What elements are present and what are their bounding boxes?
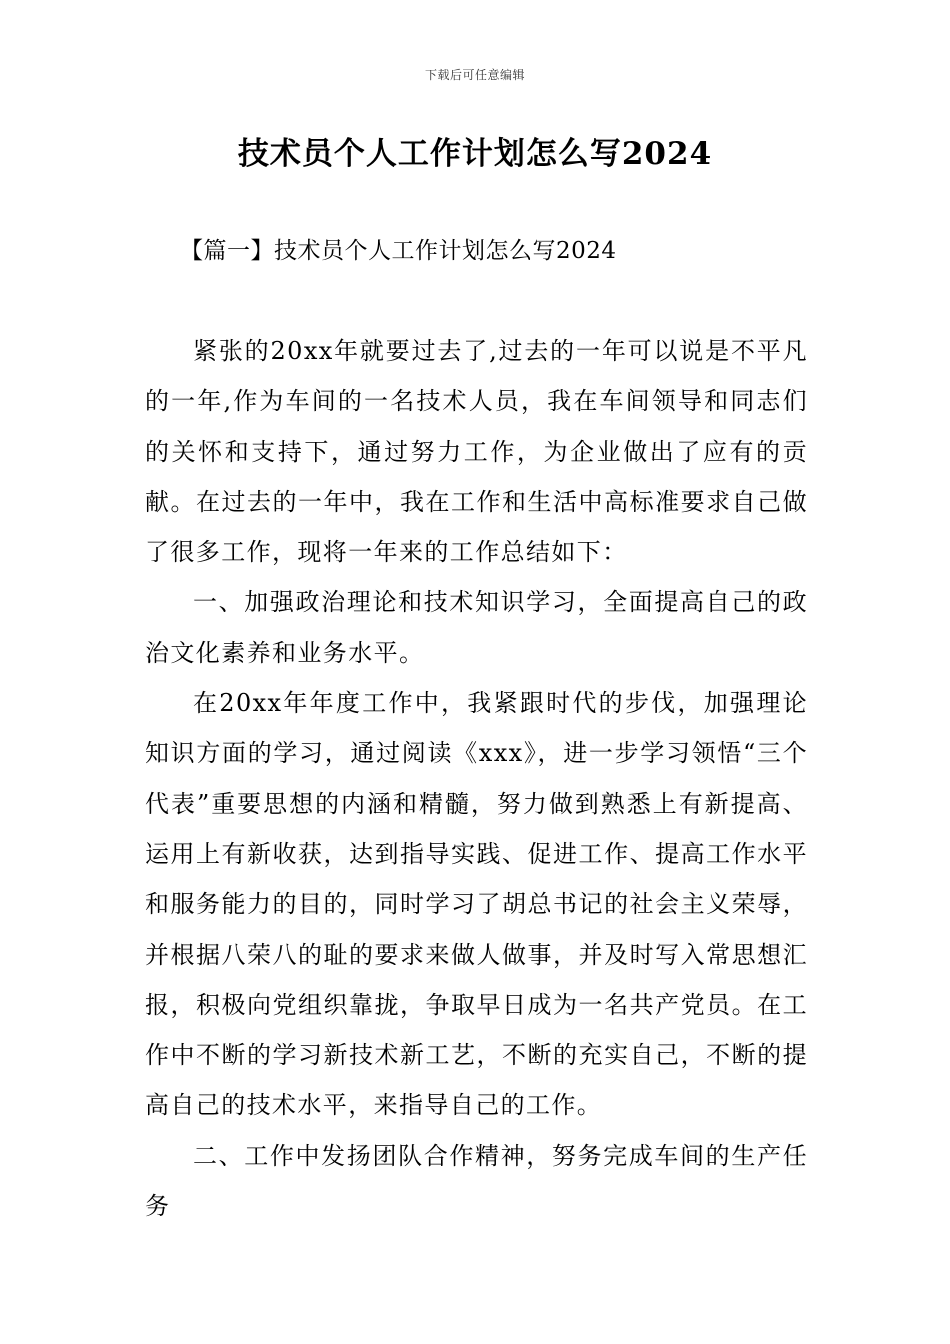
body-text bbox=[145, 326, 808, 1231]
paragraph: 二、工作中发扬团队合作精神，努务完成车间的生产任务 bbox=[145, 1141, 808, 1221]
header-note: 下载后可任意编辑 bbox=[424, 68, 525, 82]
section-heading: 【篇一】技术员个人工作计划怎么写2024 bbox=[180, 238, 617, 264]
paragraph: 一、加强政治理论和技术知识学习，全面提高自己的政治文化素养和业务水平。 bbox=[145, 588, 808, 667]
document-title: 技术员个人工作计划怎么写2024 bbox=[237, 136, 713, 172]
paragraph: 紧张的20xx年就要过去了,过去的一年可以说是不平凡的一年,作为车间的一名技术人员，我在车间领导和同志们的关怀和支持下，通过努力工作，为企业做出了应有的贡献。在过去的一年中，我在工作和生活中高标准要求自己做了很多工作，现将一年来的工作总结如下： bbox=[145, 337, 808, 567]
paragraph: 在20xx年年度工作中，我紧跟时代的步伐，加强理论知识方面的学习，通过阅读《xxx》，进一步学习领悟“三个代表”重要思想的内涵和精髓，努力做到熟悉上有新提高、运用上有新收获，达到指导实践、促进工作、提高工作水平和服务能力的目的，同时学习了胡总书记的社会主义荣辱，并根据八荣八的耻的要求来做人做事，并及时写入常思想汇报，积极向党组织靠拢，争取早日成为一名共产党员。在工作中不断的学习新技术新工艺，不断的充实自己，不断的提高自己的技术水平，来指导自己的工作。 bbox=[145, 689, 808, 1120]
